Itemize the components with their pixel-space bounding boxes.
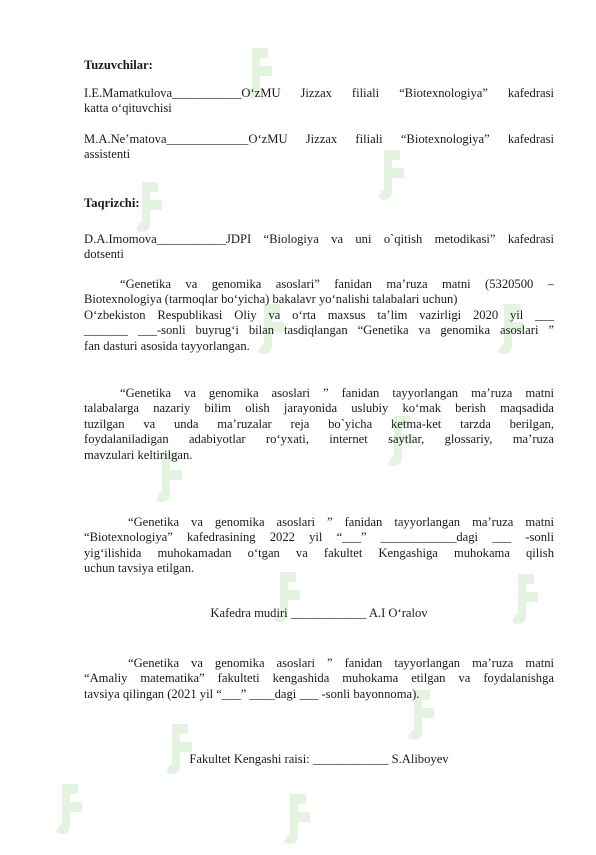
- compiler-2: [84, 132, 554, 163]
- paragraph-purpose-line-3: tuzilgan va unda ma’ruzalar reja bo`yicha ketma-ket tarzda berilgan,: [84, 416, 554, 431]
- compiler-1-line-2: katta o‘qituvchisi: [84, 101, 172, 116]
- department-head-signature: Kafedra mudiri ____________ A.I O‘ralov: [210, 606, 428, 620]
- paragraph-department-approval: [84, 515, 554, 577]
- faculty-council-head-signature: Fakultet Kengashi raisi: ____________ S.Aliboyev: [189, 752, 449, 766]
- paragraph-basis-line-5: fan dasturi asosida tayyorlangan.: [84, 338, 250, 353]
- paragraph-purpose: [84, 386, 554, 463]
- paragraph-department-line-3: yig‘ilishida muhokamadan o‘tgan va fakultet Kengashiga muhokama qilish: [84, 545, 554, 560]
- paragraph-basis-line-1: “Genetika va genomika asoslari” fanidan ma’ruza matni (5320500 –: [120, 277, 554, 291]
- paragraph-purpose-line-1: “Genetika va genomika asoslari ” fanidan tayyorlangan ma’ruza matni: [120, 386, 554, 400]
- compiler-2-line-1: M.A.Ne’matova_____________O‘zMU Jizzax filiali “Biotexnologiya” kafedrasi: [84, 132, 554, 146]
- paragraph-purpose-line-5: mavzulari keltirilgan.: [84, 447, 193, 462]
- paragraph-purpose-line-4: foydalaniladigan adabiyotlar ro‘yxati, internet saytlar, glossariy, ma’ruza: [84, 432, 554, 447]
- reviewer-line-2: dotsenti: [84, 247, 124, 262]
- compiler-2-line-2: assistenti: [84, 147, 131, 162]
- reviewer: [84, 232, 554, 263]
- paragraph-basis: [84, 277, 554, 354]
- paragraph-basis-line-2: Biotexnologiya (tarmoqlar bo‘yicha) bakalavr yo‘nalishi talabalari uchun): [84, 292, 458, 307]
- paragraph-purpose-line-2: talabalarga nazariy bilim olish jarayonida uslubiy ko‘mak berish maqsadida: [84, 401, 554, 416]
- paragraph-faculty-approval: [84, 656, 554, 702]
- paragraph-faculty-line-1: “Genetika va genomika asoslari ” fanidan tayyorlangan ma’ruza matni: [128, 656, 554, 670]
- paragraph-basis-line-4: _______ ___-sonli buyrug‘i bilan tasdiqlangan “Genetika va genomika asoslari ”: [84, 323, 554, 338]
- compiler-1: [84, 86, 554, 117]
- reviewer-heading: Taqrizchi:: [84, 196, 140, 210]
- reviewer-line-1: D.A.Imomova___________JDPI “Biologiya va uni o`qitish metodikasi” kafedrasi: [84, 232, 554, 246]
- paragraph-basis-line-3: O‘zbekiston Respublikasi Oliy va o‘rta maxsus ta’lim vazirligi 2020 yil ___: [84, 307, 554, 322]
- watermark-logo-icon: [158, 720, 204, 780]
- watermark-logo-icon: [276, 790, 322, 850]
- paragraph-faculty-line-3: tavsiya qilingan (2021 yil “___” ____dagi ___ -sonli bayonnoma).: [84, 686, 420, 701]
- paragraph-department-line-4: uchun tavsiya etilgan.: [84, 561, 195, 576]
- paragraph-faculty-line-2: “Amaliy matematika” fakulteti kengashida muhokama etilgan va foydalanishga: [84, 671, 554, 686]
- paragraph-department-line-2: “Biotexnologiya” kafedrasining 2022 yil “___” ____________dagi ___ -sonli: [84, 530, 554, 545]
- paragraph-department-line-1: “Genetika va genomika asoslari ” fanidan tayyorlangan ma’ruza matni: [128, 515, 554, 529]
- compilers-heading: Tuzuvchilar:: [84, 58, 153, 72]
- watermark-logo-icon: [48, 780, 94, 840]
- compiler-1-line-1: I.E.Mamatkulova___________O‘zMU Jizzax filiali “Biotexnologiya” kafedrasi: [84, 86, 554, 100]
